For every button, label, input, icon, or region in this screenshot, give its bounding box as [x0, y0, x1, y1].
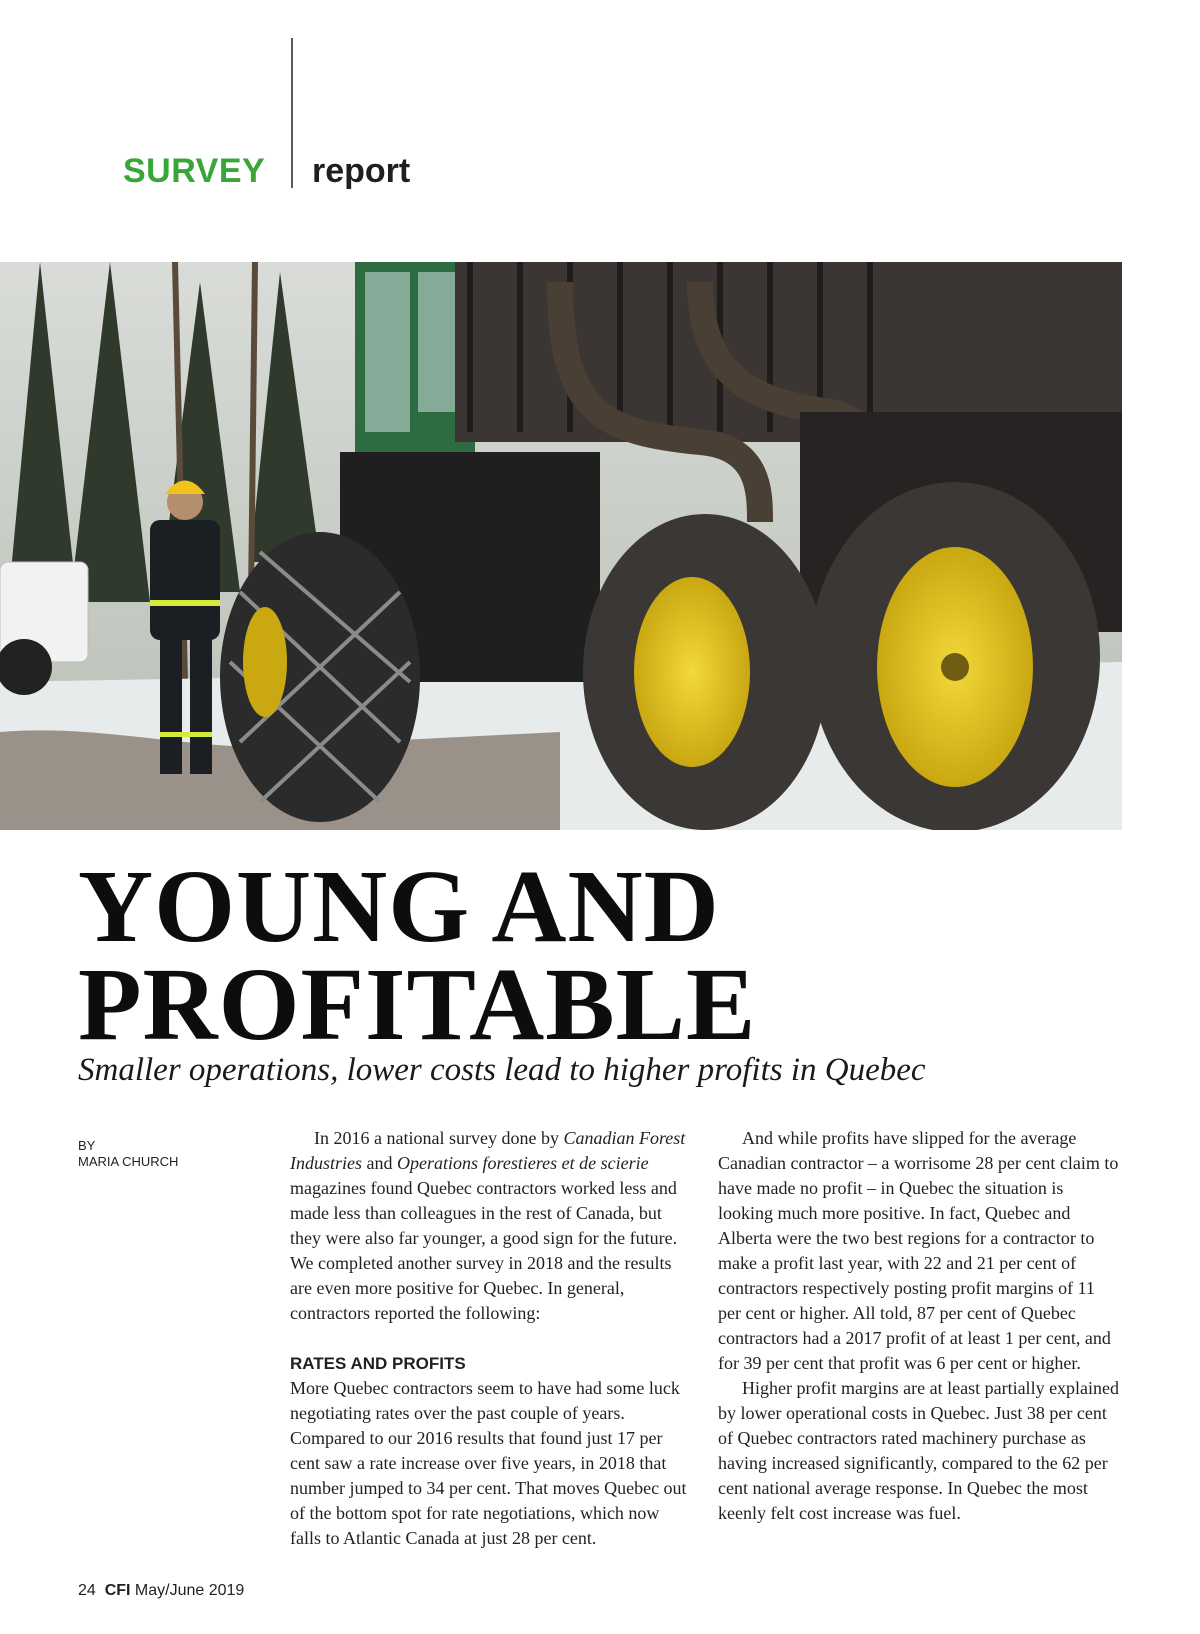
- byline-prefix: BY: [78, 1138, 96, 1153]
- subhead-rates-and-profits: RATES AND PROFITS: [290, 1354, 466, 1373]
- article-column-1: [290, 1126, 692, 1551]
- intro-text-b: and: [362, 1153, 397, 1173]
- section-kicker-report: report: [312, 152, 411, 190]
- forwarder-photo-illustration: [0, 262, 1122, 830]
- byline: [78, 1138, 258, 1170]
- intro-text-c: magazines found Quebec contractors worked less and made less than colleagues in the rest of Canada, but they were also far younger, a good sign for the future. We completed another survey in 2018 and the results are even more positive for Quebec. In general, contractors reported the following:: [290, 1178, 678, 1323]
- paragraph-profits: And while profits have slipped for the average Canadian contractor – a worrisome 28 per cent claim to have made no profit – in Quebec the situation is looking much more positive. In fact, Quebec and Alberta were the two best regions for a contractor to make a profit last year, with 22 and 21 per cent of contractors respectively posting profit margins of 11 per cent or higher. All told, 87 per cent of Quebec contractors had a 2017 profit of at least 1 per cent, and for 39 per cent that profit was 6 per cent or higher.: [718, 1128, 1119, 1373]
- article-deck: Smaller operations, lower costs lead to higher profits in Quebec: [78, 1052, 926, 1088]
- article-headline: [78, 849, 1128, 1062]
- magazine-name: CFI: [104, 1582, 131, 1599]
- section-kicker-survey: SURVEY: [123, 152, 266, 190]
- intro-text-a: In 2016 a national survey done by: [314, 1128, 564, 1148]
- magazine-title-cfi: Canadian Forest Industries: [290, 1128, 686, 1173]
- hero-photo: [0, 262, 1122, 830]
- article-column-2: [718, 1126, 1120, 1526]
- section-header: [0, 0, 1200, 200]
- paragraph-intro: [290, 1126, 692, 1326]
- magazine-title-ofs: Operations forestieres et de scierie: [397, 1153, 649, 1173]
- byline-author: MARIA CHURCH: [78, 1154, 179, 1169]
- paragraph-rates: More Quebec contractors seem to have had some luck negotiating rates over the past couple of years. Compared to our 2016 results that found just 17 per cent saw a rate increase over five years, in 2018 that number jumped to 34 per cent. That moves Quebec out of the bottom spot for rate negotiations, which now falls to Atlantic Canada at just 28 per cent.: [290, 1378, 687, 1548]
- issue-date: May/June 2019: [134, 1582, 245, 1599]
- header-divider: [291, 38, 293, 188]
- headline-line-2: PROFITABLE: [78, 947, 757, 1062]
- page-folio: [78, 1582, 244, 1600]
- page-number: 24: [78, 1582, 96, 1599]
- paragraph-costs: Higher profit margins are at least partially explained by lower operational costs in Quebec. Just 38 per cent of Quebec contractors rated machinery purchase as having increased significantly, compared to the 62 per cent national average response. In Quebec the most keenly felt cost increase was fuel.: [718, 1378, 1120, 1523]
- headline-line-1: YOUNG AND: [78, 849, 720, 964]
